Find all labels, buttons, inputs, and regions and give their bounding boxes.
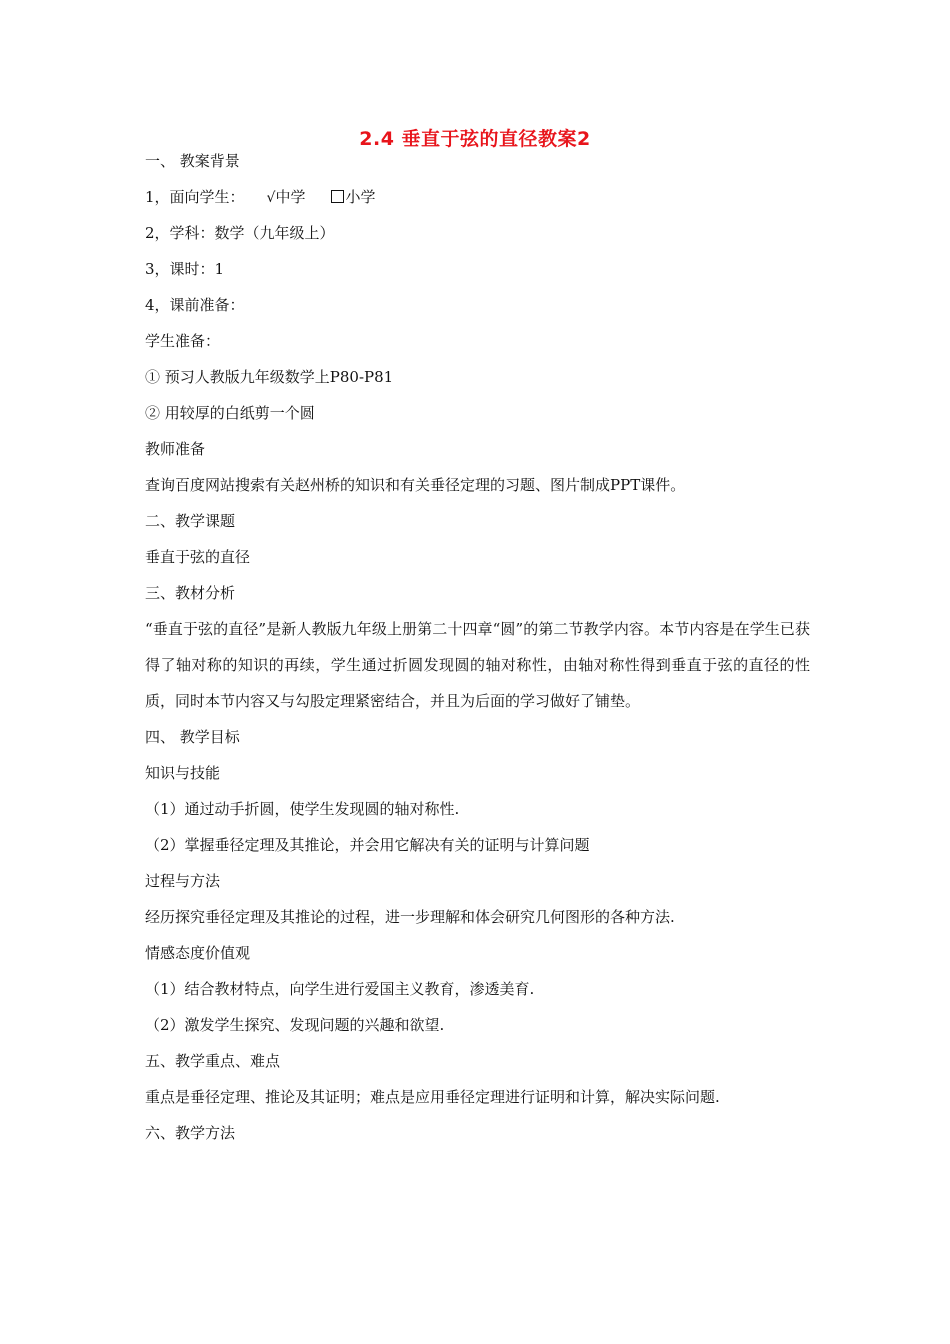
teacher-prep-heading: 教师准备 [145,440,206,458]
audience-option-middle [267,188,306,207]
section-heading-goals: 四、 教学目标 [145,728,240,746]
empty-checkbox-icon [331,190,344,203]
emotion-heading: 情感态度价值观 [145,944,251,962]
student-prep-heading: 学生准备： [145,332,221,350]
topic-text: 垂直于弦的直径 [145,548,251,566]
subject-line: 2，学科：数学（九年级上） [145,224,335,242]
emotion-item-2: （2）激发学生探究、发现问题的兴趣和欲望. [145,1016,445,1034]
section-heading-key-points: 五、教学重点、难点 [145,1052,281,1070]
teacher-prep-text: 查询百度网站搜索有关赵州桥的知识和有关垂径定理的习题、图片制成PPT课件。 [145,476,686,494]
document-title: 2.4 垂直于弦的直径教案2 [359,128,591,150]
audience-option-middle-label: 中学 [275,188,306,206]
emotion-item-1: （1）结合教材特点，向学生进行爱国主义教育，渗透美育. [145,980,535,998]
check-mark-icon: √ [266,190,276,206]
process-item-1: 经历探究垂径定理及其推论的过程，进一步理解和体会研究几何图形的各种方法. [145,908,675,926]
audience-option-primary-label: 小学 [345,188,376,206]
hours-line: 3，课时：1 [145,260,225,278]
key-points-text: 重点是垂径定理、推论及其证明；难点是应用垂径定理进行证明和计算，解决实际问题. [145,1088,720,1106]
student-prep-item-1: ① 预习人教版九年级数学上P80-P81 [145,368,394,386]
section-heading-background: 一、 教案背景 [145,152,240,170]
analysis-paragraph: “垂直于弦的直径”是新人教版九年级上册第二十四章“圆”的第二节教学内容。本节内容是在学生已获得了轴对称的知识的再续，学生通过折圆发现圆的轴对称性，由轴对称性得到垂直于弦的直径的性质，同时本节内容又与勾股定理紧密结合，并且为后面的学习做好了铺垫。 [145,620,810,710]
knowledge-item-2: （2）掌握垂径定理及其推论，并会用它解决有关的证明与计算问题 [145,836,590,854]
knowledge-item-1: （1）通过动手折圆，使学生发现圆的轴对称性. [145,800,460,818]
section-heading-topic: 二、教学课题 [145,512,236,530]
knowledge-heading: 知识与技能 [145,764,221,782]
section-heading-analysis: 三、教材分析 [145,584,236,602]
process-heading: 过程与方法 [145,872,221,890]
prep-line: 4，课前准备： [145,296,245,314]
document-body [145,152,810,1160]
audience-option-primary [331,188,375,206]
audience-row [145,188,810,206]
audience-label: 1，面向学生： [145,188,245,206]
section-heading-methods: 六、教学方法 [145,1124,236,1142]
student-prep-item-2: ② 用较厚的白纸剪一个圆 [145,404,315,422]
